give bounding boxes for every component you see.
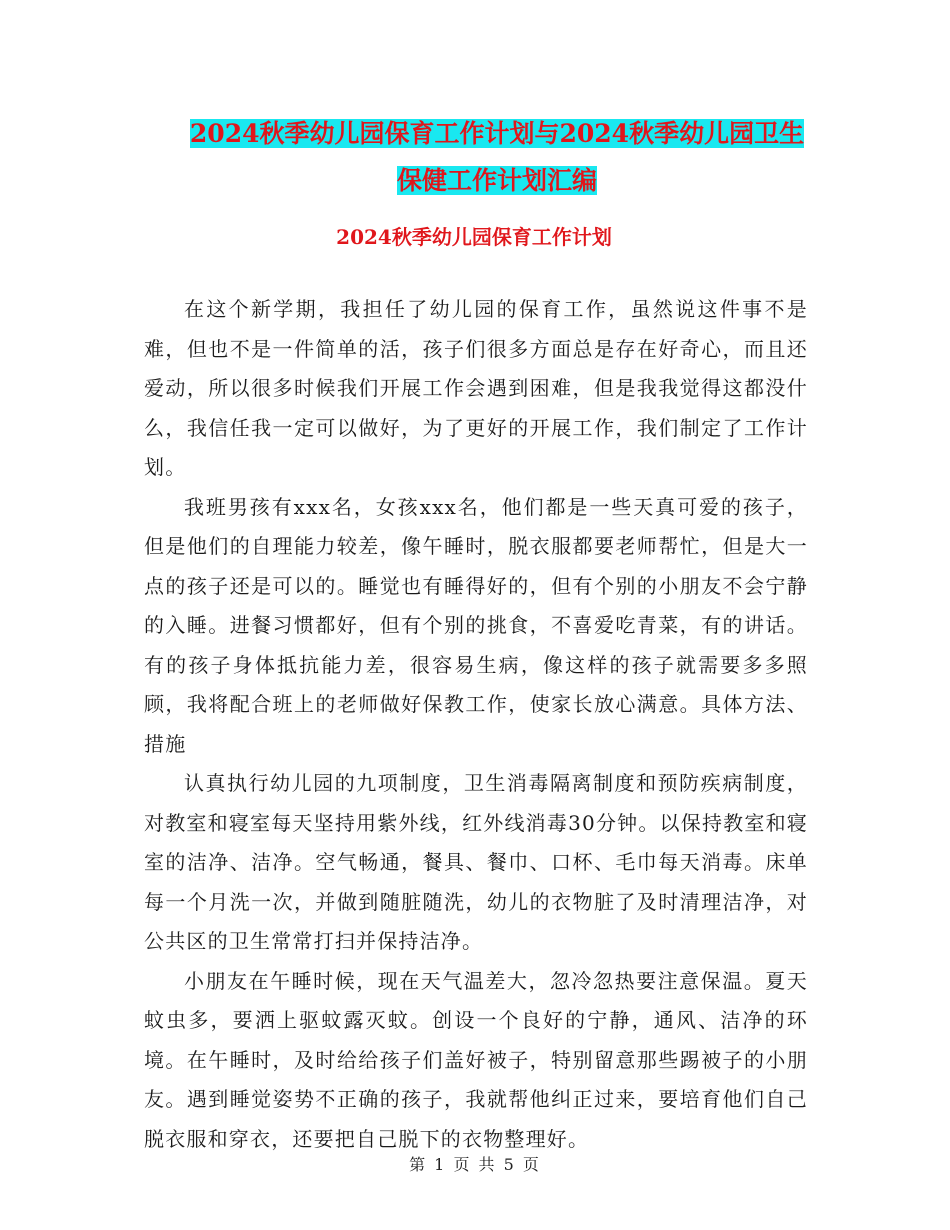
main-title-line-2: 保健工作计划汇编 xyxy=(396,166,597,195)
paragraph-hygiene: 认真执行幼儿园的九项制度，卫生消毒隔离制度和预防疾病制度，对教室和寝室每天坚持用紫外线，红外线消毒30分钟。以保持教室和寝室的洁净、洁净。空气畅通，餐具、餐巾、口杯、毛巾每天消毒。床单每一个月洗一次，并做到随脏随洗，幼儿的衣物脏了及时清理洁净，对公共区的卫生常常打扫并保持洁净。 xyxy=(144,771,808,953)
paragraph-class-situation: 我班男孩有xxx名，女孩xxx名，他们都是一些天真可爱的孩子，但是他们的自理能力较差，像午睡时，脱衣服都要老师帮忙，但是大一点的孩子还是可以的。睡觉也有睡得好的，但有个别的小朋友不会宁静的入睡。进餐习惯都好，但有个别的挑食，不喜爱吃青菜，有的讲话。有的孩子身体抵抗能力差，很容易生病，像这样的孩子就需要多多照顾，我将配合班上的老师做好保教工作，使家长放心满意。具体方法、措施 xyxy=(144,494,808,756)
paragraph-intro: 在这个新学期，我担任了幼儿园的保育工作，虽然说这件事不是难，但也不是一件简单的活，孩子们很多方面总是存在好奇心，而且还爱动，所以很多时候我们开展工作会遇到困难，但是我我觉得这都没什么，我信任我一定可以做好，为了更好的开展工作，我们制定了工作计划。 xyxy=(144,297,808,479)
document-body xyxy=(144,290,808,1159)
section-title: 2024秋季幼儿园保育工作计划 xyxy=(336,225,612,249)
paragraph-nap-care: 小朋友在午睡时候，现在天气温差大，忽冷忽热要注意保温。夏天蚊虫多，要洒上驱蚊露灭蚊。创设一个良好的宁静，通风、洁净的环境。在午睡时，及时给给孩子们盖好被子，特别留意那些踢被子的小朋友。遇到睡觉姿势不正确的孩子，我就帮他纠正过来，要培育他们自己脱衣服和穿衣，还要把自己脱下的衣物整理好。 xyxy=(144,968,808,1151)
page-footer: 第 1 页 共 5 页 xyxy=(409,1155,541,1174)
main-title-line-1: 2024秋季幼儿园保育工作计划与2024秋季幼儿园卫生 xyxy=(189,119,805,148)
document-main-title xyxy=(140,110,854,204)
